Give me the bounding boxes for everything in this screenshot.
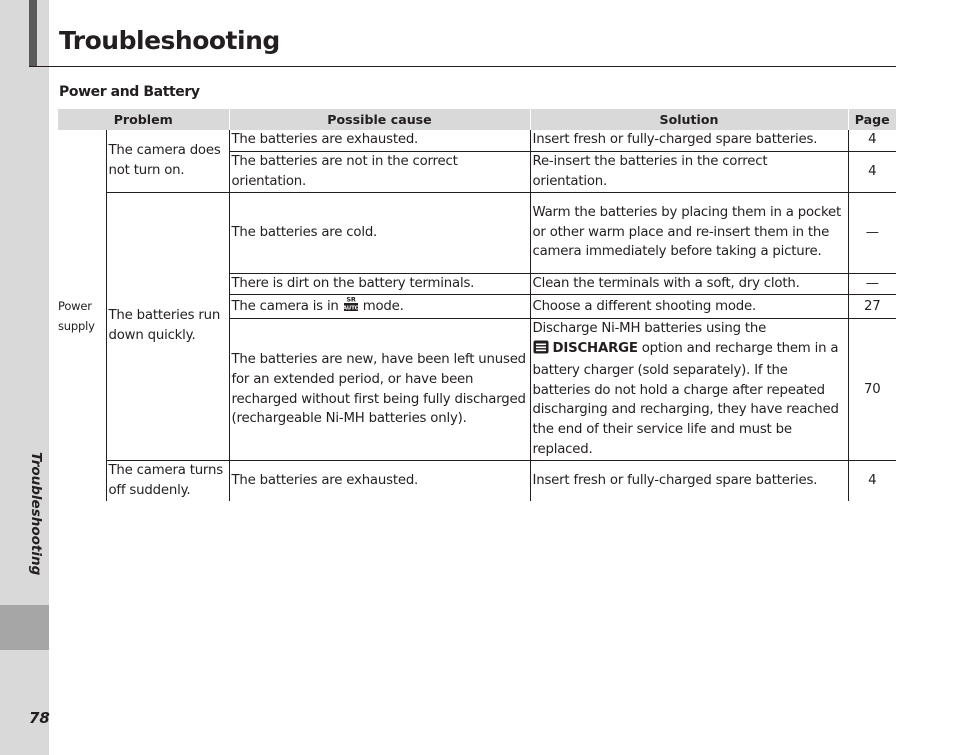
svg-text:SR: SR bbox=[346, 295, 356, 303]
solution-cell: Choose a different shooting mode. bbox=[530, 294, 848, 319]
page-cell: 4 bbox=[848, 130, 896, 151]
page-cell: 4 bbox=[848, 460, 896, 501]
page-title: Troubleshooting bbox=[59, 26, 280, 55]
section-heading: Power and Battery bbox=[59, 84, 200, 100]
title-bar bbox=[29, 0, 37, 67]
cause-cell: There is dirt on the battery terminals. bbox=[229, 273, 530, 294]
page-cell: 4 bbox=[848, 151, 896, 192]
menu-icon bbox=[533, 340, 549, 361]
discharge-option-label: DISCHARGE bbox=[552, 341, 638, 357]
table-row bbox=[58, 460, 896, 501]
table-header-row bbox=[58, 109, 896, 130]
cause-cell: The batteries are cold. bbox=[229, 192, 530, 273]
header-page: Page bbox=[848, 109, 896, 130]
side-chapter-label-text: Troubleshooting bbox=[28, 452, 44, 576]
solution-text-before: Discharge Ni-MH batteries using the bbox=[532, 321, 767, 337]
cause-text-after: mode. bbox=[362, 298, 404, 314]
svg-text:AUTO: AUTO bbox=[342, 305, 359, 311]
sr-auto-mode-icon bbox=[343, 295, 359, 319]
solution-cell: Warm the batteries by placing them in a pocket or other warm place and re-insert them in the camera immediately before taking a picture. bbox=[530, 192, 848, 273]
table-row bbox=[58, 192, 896, 273]
cause-cell: The batteries are exhausted. bbox=[229, 130, 530, 151]
cause-text-before: The camera is in bbox=[231, 298, 339, 314]
cause-cell: The batteries are not in the correct orientation. bbox=[229, 151, 530, 192]
solution-cell bbox=[530, 319, 848, 461]
title-rule bbox=[29, 66, 896, 67]
solution-cell: Insert fresh or fully-charged spare batteries. bbox=[530, 460, 848, 501]
table-row bbox=[58, 130, 896, 151]
side-tab-marker bbox=[0, 605, 49, 650]
category-label: Power supply bbox=[58, 298, 95, 333]
page-cell: — bbox=[848, 273, 896, 294]
page-cell: 70 bbox=[848, 319, 896, 461]
header-problem: Problem bbox=[58, 109, 229, 130]
solution-cell: Clean the terminals with a soft, dry cloth. bbox=[530, 273, 848, 294]
header-solution: Solution bbox=[530, 109, 848, 130]
troubleshooting-table bbox=[58, 109, 896, 501]
solution-cell: Insert fresh or fully-charged spare batteries. bbox=[530, 130, 848, 151]
page-number: 78 bbox=[29, 709, 50, 727]
cause-cell bbox=[229, 294, 530, 319]
cause-cell: The batteries are new, have been left unused for an extended period, or have been recharged without first being fully discharged (rechargeable Ni-MH batteries only). bbox=[229, 319, 530, 461]
problem-cell: The camera does not turn on. bbox=[106, 130, 229, 192]
header-possible-cause: Possible cause bbox=[229, 109, 530, 130]
category-cell bbox=[58, 130, 106, 501]
cause-cell: The batteries are exhausted. bbox=[229, 460, 530, 501]
solution-text-after: option and recharge them in a battery charger (sold separately). If the batteries do not hold a charge after repeated discharging and recharging, they have reached the end of their service life and must be replaced. bbox=[532, 341, 839, 458]
problem-cell: The batteries run down quickly. bbox=[106, 192, 229, 460]
problem-cell: The camera turns off suddenly. bbox=[106, 460, 229, 501]
page-cell: — bbox=[848, 192, 896, 273]
page-cell: 27 bbox=[848, 294, 896, 319]
solution-cell: Re-insert the batteries in the correct orientation. bbox=[530, 151, 848, 192]
